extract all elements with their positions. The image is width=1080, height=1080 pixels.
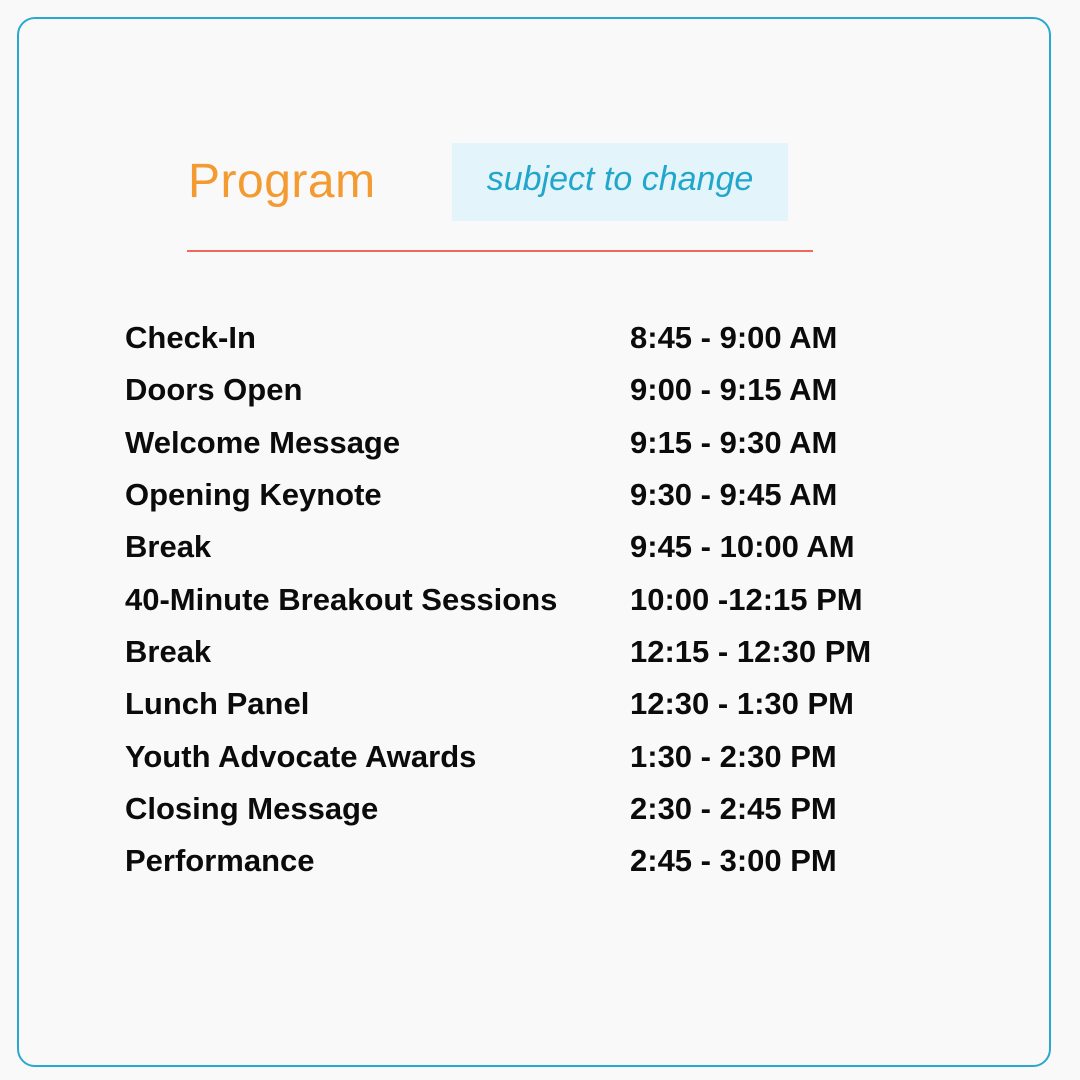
- event-name: Welcome Message: [125, 424, 401, 460]
- event-time: 2:30 - 2:45 PM: [630, 790, 837, 826]
- schedule-row: [125, 521, 925, 573]
- event-name: Break: [125, 529, 212, 565]
- schedule-list: [125, 312, 925, 887]
- event-name: Youth Advocate Awards: [125, 738, 477, 774]
- divider: [187, 250, 813, 252]
- event-name: Check-In: [125, 320, 256, 356]
- note-text: subject to change: [486, 159, 754, 198]
- event-time: 9:45 - 10:00 AM: [630, 529, 855, 565]
- schedule-row: [125, 469, 925, 521]
- event-name: 40-Minute Breakout Sessions: [125, 581, 558, 617]
- event-time: 9:00 - 9:15 AM: [630, 372, 838, 408]
- event-name: Performance: [125, 843, 315, 879]
- event-name: Opening Keynote: [125, 477, 382, 513]
- schedule-row: [125, 730, 925, 782]
- event-time: 12:15 - 12:30 PM: [630, 633, 872, 669]
- schedule-row: [125, 312, 925, 364]
- subject-to-change-badge: [452, 143, 788, 221]
- event-time: 12:30 - 1:30 PM: [630, 686, 854, 722]
- schedule-row: [125, 573, 925, 625]
- event-name: Break: [125, 633, 212, 669]
- event-name: Closing Message: [125, 790, 379, 826]
- event-time: 1:30 - 2:30 PM: [630, 738, 837, 774]
- event-time: 9:30 - 9:45 AM: [630, 477, 838, 513]
- event-time: 8:45 - 9:00 AM: [630, 320, 838, 356]
- schedule-row: [125, 364, 925, 416]
- schedule-row: [125, 783, 925, 835]
- event-name: Lunch Panel: [125, 686, 310, 722]
- page-title: Program: [188, 155, 376, 208]
- schedule-row: [125, 835, 925, 887]
- schedule-row: [125, 417, 925, 469]
- schedule-row: [125, 678, 925, 730]
- schedule-row: [125, 626, 925, 678]
- event-time: 9:15 - 9:30 AM: [630, 424, 838, 460]
- event-time: 10:00 -12:15 PM: [630, 581, 863, 617]
- event-name: Doors Open: [125, 372, 303, 408]
- event-time: 2:45 - 3:00 PM: [630, 843, 837, 879]
